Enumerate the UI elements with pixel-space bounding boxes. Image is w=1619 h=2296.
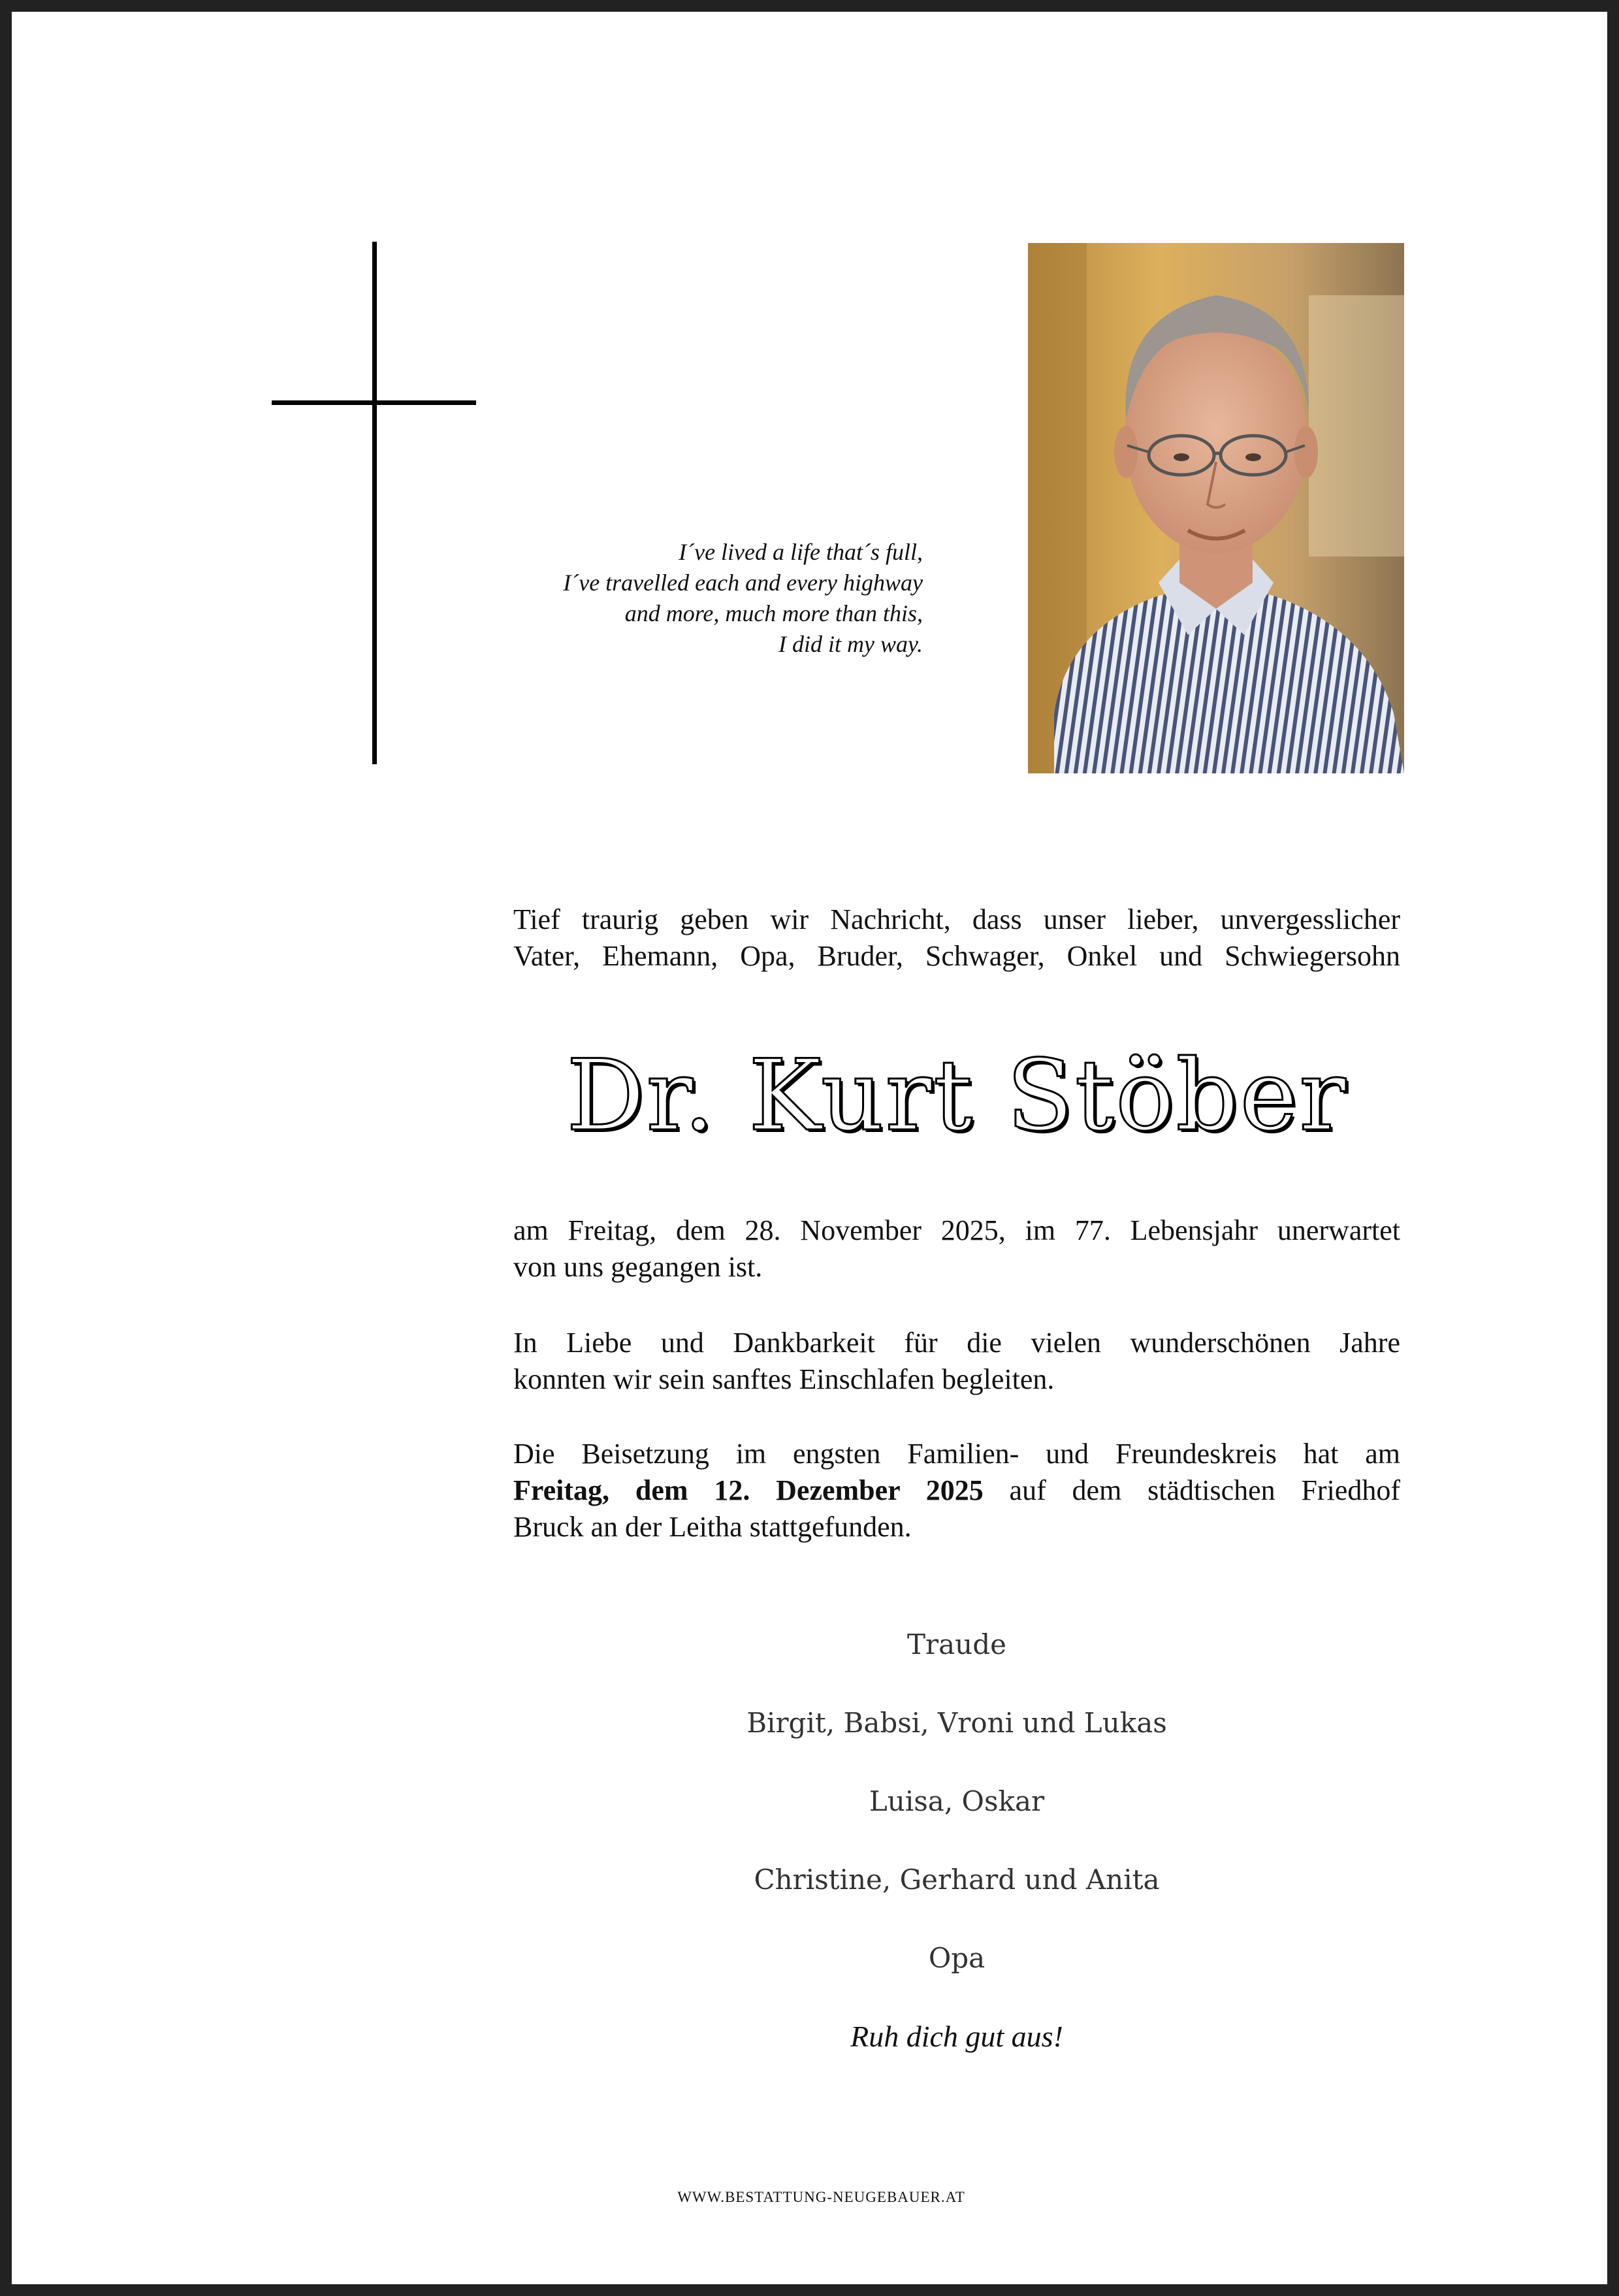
mourner-entry: Christine, Gerhard und Anita bbox=[754, 1864, 1160, 1896]
paragraph-line bbox=[513, 1472, 1400, 1509]
burial-paragraph bbox=[513, 1436, 1400, 1545]
mourners-list bbox=[513, 1625, 1400, 2095]
paragraph-line: von uns gegangen ist. bbox=[513, 1251, 763, 1283]
intro-line: Tief traurig geben wir Nachricht, dass unser lieber, unvergesslicher bbox=[513, 903, 1400, 935]
portrait-photo bbox=[1028, 243, 1404, 773]
intro-text bbox=[513, 901, 1400, 975]
burial-date: Freitag, dem 12. Dezember 2025 bbox=[513, 1474, 984, 1506]
burial-place-text: auf dem städtischen Friedhof bbox=[983, 1474, 1400, 1506]
mourner-entry: Luisa, Oskar bbox=[869, 1785, 1045, 1817]
poem-line: I´ve lived a life that´s full, bbox=[679, 539, 923, 565]
cross-icon-horizontal-bar bbox=[272, 400, 476, 405]
paragraph-line: am Freitag, dem 28. November 2025, im 77. Lebensjahr unerwartet bbox=[513, 1214, 1400, 1246]
mourner-entry: Opa bbox=[928, 1942, 986, 1974]
death-notice-paragraph bbox=[513, 1212, 1400, 1285]
portrait-photo-icon bbox=[1028, 243, 1404, 773]
paragraph-line: konnten wir sein sanftes Einschlafen begleiten. bbox=[513, 1363, 1055, 1395]
farewell-text: Ruh dich gut aus! bbox=[850, 2020, 1063, 2053]
poem-line: I´ve travelled each and every highway bbox=[563, 570, 923, 596]
mourner-entry: Birgit, Babsi, Vroni und Lukas bbox=[746, 1707, 1167, 1739]
poem-line: and more, much more than this, bbox=[624, 600, 923, 626]
paragraph-line: Die Beisetzung im engsten Familien- und Freundeskreis hat am bbox=[513, 1438, 1400, 1470]
poem-line: I did it my way. bbox=[778, 631, 923, 657]
intro-line: Vater, Ehemann, Opa, Bruder, Schwager, Onkel und Schwiegersohn bbox=[513, 940, 1400, 972]
funeral-home-website: WWW.BESTATTUNG-NEUGEBAUER.AT bbox=[677, 2189, 965, 2205]
paragraph-line: Bruck an der Leitha stattgefunden. bbox=[513, 1511, 912, 1543]
mourner-entry: Traude bbox=[907, 1628, 1006, 1660]
deceased-name: Dr. Kurt Stöber bbox=[566, 1039, 1347, 1153]
paragraph-line: In Liebe und Dankbarkeit für die vielen wunderschönen Jahre bbox=[513, 1327, 1400, 1359]
poem-quote bbox=[563, 537, 923, 660]
gratitude-paragraph bbox=[513, 1325, 1400, 1398]
cross-icon-vertical-bar bbox=[372, 242, 377, 764]
